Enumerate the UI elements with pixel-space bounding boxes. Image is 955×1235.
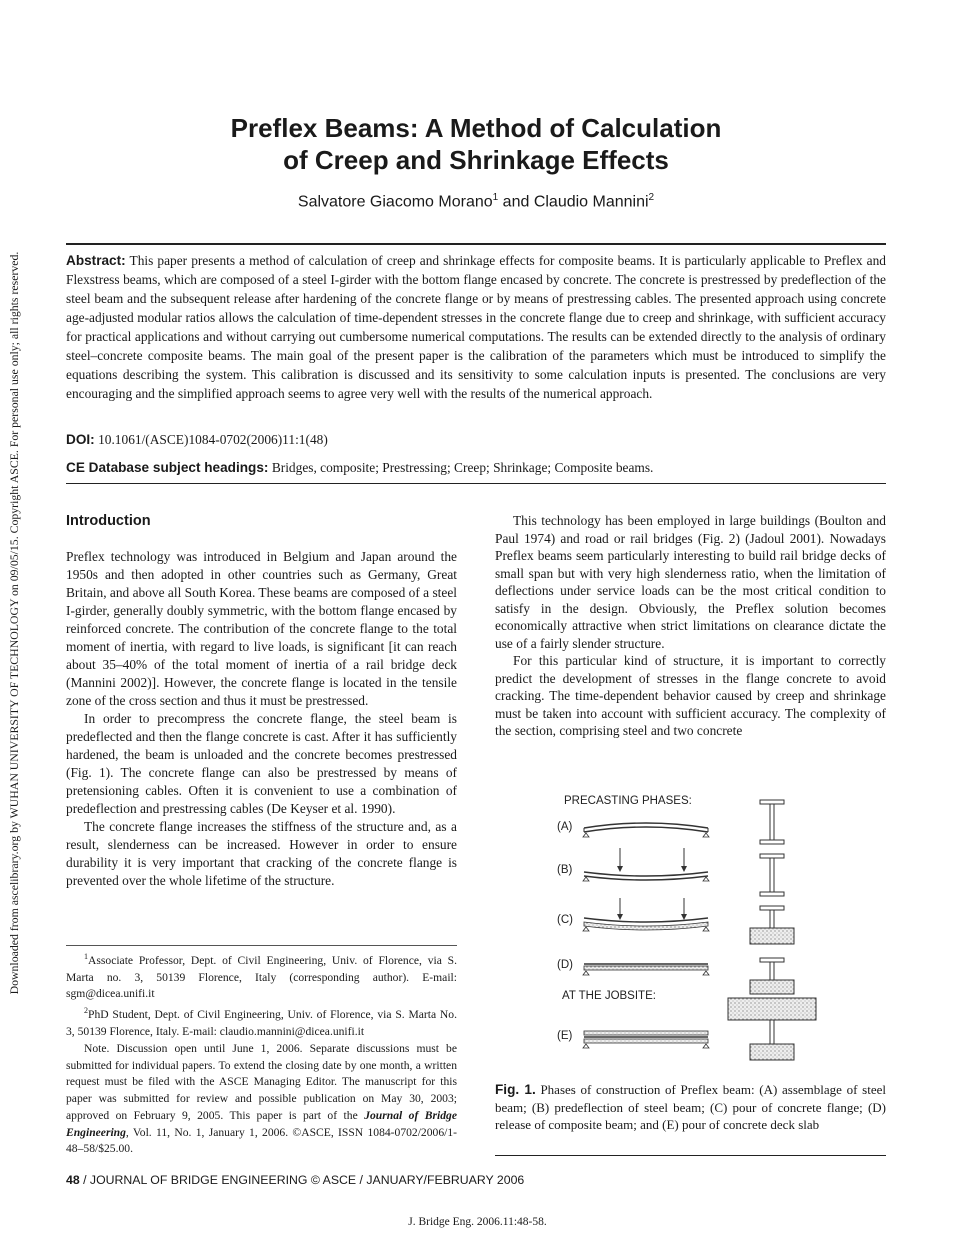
right-paragraph-2: For this particular kind of structure, it is important to correctly predict the development of stresses in the flange concrete to avoid cracking. The time-dependent behavior caused by creep and shrinkage must be taken into account with sufficient accuracy. The complexity of the section, comprising steel and two concrete bbox=[495, 653, 886, 738]
figure-label-c: (C) bbox=[557, 914, 573, 926]
footnote-1 bbox=[66, 949, 457, 1003]
author-2: Claudio Mannini bbox=[533, 193, 649, 211]
subject-label: CE Database subject headings: bbox=[66, 460, 269, 475]
subject-headings bbox=[66, 460, 886, 476]
abstract-bottom-rule bbox=[66, 483, 886, 484]
title-line-1: Preflex Beams: A Method of Calculation bbox=[230, 113, 722, 143]
beam-phase-e bbox=[583, 1031, 709, 1048]
section-b bbox=[760, 854, 784, 896]
intro-paragraph-1: Preflex technology was introduced in Belgium and Japan around the 1950s and then adopted in other countries such as Germany, Great Britain, and above all South Korea. These beams are composed of a steel I-girder, generally doubly symmetric, with the bottom flange encased by reinforced concrete. The contribution of the concrete flange to the total moment of inertia, with regard to live loads, is significant [it can reach about 35–40% of the total moment of inertia of a rail bridge deck (Mannini 2002)]. However, the concrete flange is located in the tensile zone of the cross section and thus it must be prestressed. bbox=[66, 549, 457, 708]
right-paragraph-1: This technology has been employed in large buildings (Boulton and Paul 1974) and road or rail bridges (Fig. 2) (Jadoul 2001). Nowadays Preflex beams seem particularly interesting to build rail bridge decks of small span but with very high slenderness ratio, when the limitation of deflections under service loads can be the most critical condition to satisfy in the design. Obviously, the Preflex solution becomes economically attractive when strict limitations on clearance dictate the use of a fairly slender structure. bbox=[495, 513, 886, 651]
footnote-note bbox=[66, 1041, 457, 1159]
download-notice: Downloaded from ascelibrary.org by WUHAN UNIVERSITY OF TECHNOLOGY on 09/05/15. Copyright ASCE. For personal use only; all rights reserved. bbox=[7, 251, 21, 995]
abstract bbox=[66, 251, 886, 403]
beam-phase-c bbox=[583, 898, 709, 931]
figure-label-d: (D) bbox=[557, 959, 573, 971]
footnote-rule bbox=[66, 945, 457, 946]
note-text-a: Note. Discussion open until June 1, 2006. Separate discussions must be submitted for individual papers. To extend the closing date by one month, a written request must be filed with the ASCE Managing Editor. The manuscript for this paper was submitted for review and possible publication on May 30, 2003; approved on February 9, 2005. This paper is part of the bbox=[66, 1041, 457, 1122]
section-a bbox=[760, 800, 784, 844]
doi bbox=[66, 432, 886, 448]
left-column bbox=[66, 512, 457, 890]
title-line-2: of Creep and Shrinkage Effects bbox=[283, 145, 669, 175]
abstract-text: This paper presents a method of calculation of creep and shrinkage effects for composite beams. It is particularly applicable to Preflex and Flexstress beams, which are composed of a steel I-girder with the bottom flange encased by concrete. The concrete is prestressed by predeflection of the steel beam and the subsequent release after hardening of the concrete flange or by means of prestressing cables. The presented approach using concrete age-adjusted modular ratios allows the calculation of time-dependent stresses in the concrete flange due to creep and shrinkage, with sufficient accuracy for practical applications and without carrying out cumbersome numerical computations. The results can be extended directly to the analysis of ordinary steel–concrete composite beams. The main goal of the present paper is the calibration of the parameters which must be introduced to simplify the equations describing the system. This calibration is discussed and its sensitivity to some calculation inputs is presented. The conclusions are very encouraging and the simplified approach seems to agree very well with the results of the numerical approach. bbox=[66, 253, 886, 401]
caption-rule bbox=[495, 1155, 886, 1156]
figure-caption bbox=[495, 1081, 886, 1134]
author-list bbox=[66, 192, 886, 211]
paper-title bbox=[66, 112, 886, 176]
author-1-affiliation-mark: 1 bbox=[492, 192, 499, 203]
caption-text: Phases of construction of Preflex beam: (A) assemblage of steel beam; (B) predeflection of steel beam; (C) pour of concrete flange; (D) release of composite beam; and (E) pour of concrete deck slab bbox=[495, 1082, 886, 1132]
figure-header-jobsite: AT THE JOBSITE: bbox=[562, 990, 656, 1002]
abstract-top-rule bbox=[66, 243, 886, 245]
footnote-1-text: Associate Professor, Dept. of Civil Engineering, Univ. of Florence, via S. Marta no. 3, 50139 Florence, Italy (corresponding author). E-mail: sgm@dicea.unifi.it bbox=[66, 953, 457, 1001]
figure-label-e: (E) bbox=[557, 1030, 573, 1042]
caption-label: Fig. 1. bbox=[495, 1082, 536, 1097]
section-heading-introduction: Introduction bbox=[66, 513, 151, 529]
running-footer-text: / JOURNAL OF BRIDGE ENGINEERING © ASCE / JANUARY/FEBRUARY 2006 bbox=[79, 1173, 525, 1187]
footnote-2 bbox=[66, 1003, 457, 1040]
footnote-2-mark: 2 bbox=[84, 1006, 88, 1016]
note-text-b: , Vol. 11, No. 1, January 1, 2006. ©ASCE, ISSN 1084-0702/2006/1-48–58/$25.00. bbox=[66, 1125, 457, 1156]
figure-label-a: (A) bbox=[557, 821, 573, 833]
page-number: 48 bbox=[66, 1173, 80, 1187]
right-column bbox=[495, 512, 886, 740]
section-e bbox=[728, 998, 816, 1060]
subject-value: Bridges, composite; Prestressing; Creep; Shrinkage; Composite beams. bbox=[271, 460, 654, 475]
doi-value[interactable]: 10.1061/(ASCE)1084-0702(2006)11:1(48) bbox=[98, 432, 328, 447]
intro-paragraph-2: In order to precompress the concrete flange, the steel beam is predeflected and then the flange concrete is cast. After it has sufficiently hardened, the beam is unloaded and the concrete becomes prestressed (Fig. 1). The concrete flange can also be prestressed by means of pretensioning cables. Often it is convenient to use a combination of predeflection and prestressing cables (De Keyser et al. 1990). bbox=[66, 711, 457, 816]
intro-paragraph-3: The concrete flange increases the stiffness of the structure and, as a result, slenderness can be increased. However in order to ensure durability it is very important that cracking of the concrete flange is prevented over the whole lifetime of the structure. bbox=[66, 819, 457, 888]
note-journal: Journal of Bridge Engineering bbox=[66, 1108, 457, 1139]
author-2-affiliation-mark: 2 bbox=[648, 192, 655, 203]
section-c bbox=[750, 906, 794, 944]
beam-phase-b bbox=[583, 848, 709, 881]
running-footer bbox=[66, 1173, 524, 1187]
citation-line: J. Bridge Eng. 2006.11:48-58. bbox=[408, 1216, 547, 1228]
footnote-1-mark: 1 bbox=[84, 952, 88, 961]
beam-phase-d bbox=[583, 964, 709, 975]
footnote-2-text: PhD Student, Dept. of Civil Engineering, Univ. of Florence, via S. Marta No. 3, 50139 Florence, Italy. E-mail: claudio.mannini@dicea.unifi.it bbox=[66, 1008, 457, 1038]
author-1: Salvatore Giacomo Morano bbox=[297, 193, 493, 211]
footnotes bbox=[66, 949, 457, 1158]
figure-preflex-phases bbox=[550, 790, 840, 1065]
figure-header-precasting: PRECASTING PHASES: bbox=[564, 795, 692, 807]
abstract-label: Abstract: bbox=[66, 253, 126, 268]
section-d bbox=[750, 958, 794, 994]
beam-phase-a bbox=[583, 823, 709, 837]
author-conjunction: and bbox=[498, 193, 534, 211]
doi-label: DOI: bbox=[66, 432, 95, 447]
figure-label-b: (B) bbox=[557, 864, 573, 876]
